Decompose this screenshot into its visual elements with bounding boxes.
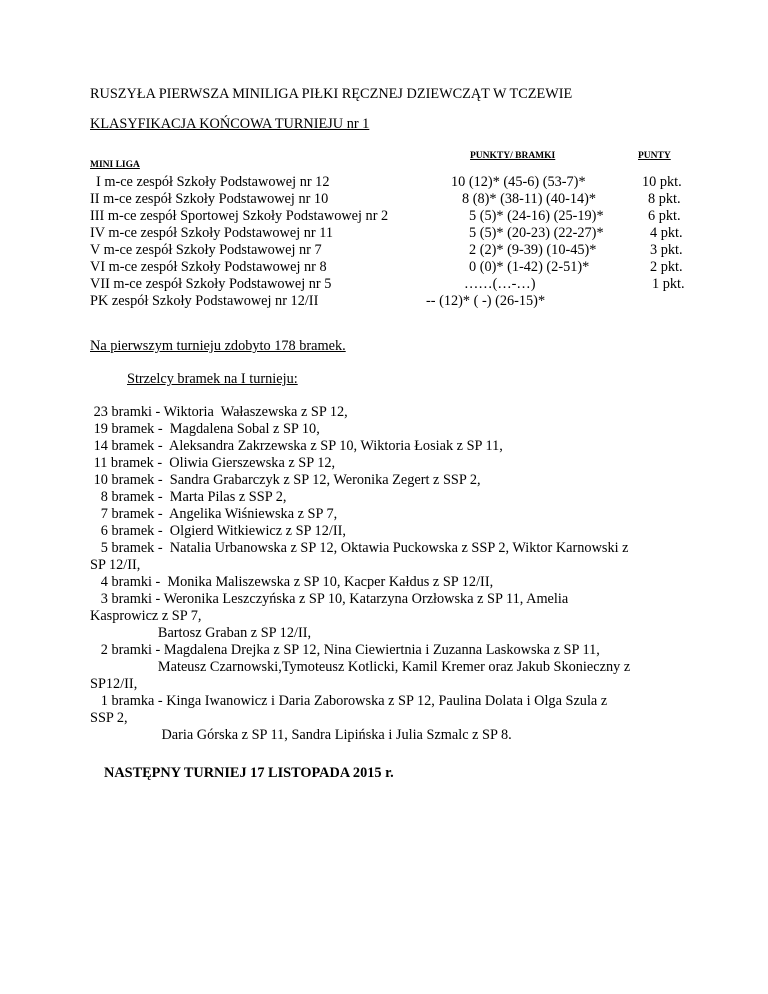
scorer-line: 5 bramek - Natalia Urbanowska z SP 12, Oktawia Puckowska z SSP 2, Wiktor Karnowski z <box>90 540 629 556</box>
row-place: III m-ce zespół Sportowej Szkoły Podstawowej nr 2 <box>90 208 389 224</box>
row-points: 3 pkt. <box>650 242 683 258</box>
row-result: 10 (12)* (45-6) (53-7)* <box>451 174 586 190</box>
row-result: 5 (5)* (20-23) (22-27)* <box>469 225 604 241</box>
scorer-line: 2 bramki - Magdalena Drejka z SP 12, Nina Ciewiertnia i Zuzanna Laskowska z SP 11, <box>90 642 600 658</box>
scorer-line: Mateusz Czarnowski,Tymoteusz Kotlicki, Kamil Kremer oraz Jakub Skonieczny z <box>90 659 631 675</box>
row-place: VI m-ce zespół Szkoły Podstawowej nr 8 <box>90 259 327 275</box>
scorer-line: 4 bramki - Monika Maliszewska z SP 10, Kacper Kałdus z SP 12/II, <box>90 574 494 590</box>
row-result: ……(…-…) <box>464 276 536 292</box>
scorer-line: Kasprowicz z SP 7, <box>90 608 202 624</box>
row-result: -- (12)* ( -) (26-15)* <box>426 293 546 309</box>
scorer-line: SP12/II, <box>90 676 138 692</box>
row-place: II m-ce zespół Szkoły Podstawowej nr 10 <box>90 191 329 207</box>
header-points: PUNTY <box>638 151 671 161</box>
scorer-line: 6 bramek - Olgierd Witkiewicz z SP 12/II, <box>90 523 346 539</box>
row-points: 1 pkt. <box>652 276 685 292</box>
classification-heading: KLASYFIKACJA KOŃCOWA TURNIEJU nr 1 <box>90 116 370 132</box>
scorer-line: 3 bramki - Weronika Leszczyńska z SP 10, Katarzyna Orzłowska z SP 11, Amelia <box>90 591 569 607</box>
section-label-mini-liga: MINI LIGA <box>90 160 140 170</box>
scorer-line: 11 bramek - Oliwia Gierszewska z SP 12, <box>90 455 336 471</box>
scorer-line: 23 bramki - Wiktoria Wałaszewska z SP 12, <box>90 404 348 420</box>
row-result: 5 (5)* (24-16) (25-19)* <box>469 208 604 224</box>
header-points-goals: PUNKTY/ BRAMKI <box>470 151 556 161</box>
scorer-line: 1 bramka - Kinga Iwanowicz i Daria Zaborowska z SP 12, Paulina Dolata i Olga Szula z <box>90 693 608 709</box>
row-result: 2 (2)* (9-39) (10-45)* <box>469 242 597 258</box>
row-place: IV m-ce zespół Szkoły Podstawowej nr 11 <box>90 225 334 241</box>
row-points: 2 pkt. <box>650 259 683 275</box>
total-goals-note: Na pierwszym turnieju zdobyto 178 bramek. <box>90 338 346 354</box>
row-place: V m-ce zespół Szkoły Podstawowej nr 7 <box>90 242 322 258</box>
scorer-line: 7 bramek - Angelika Wiśniewska z SP 7, <box>90 506 338 522</box>
next-tournament-announcement: NASTĘPNY TURNIEJ 17 LISTOPADA 2015 r. <box>104 765 394 781</box>
row-points: 4 pkt. <box>650 225 683 241</box>
row-place: VII m-ce zespół Szkoły Podstawowej nr 5 <box>90 276 332 292</box>
scorer-line: 19 bramek - Magdalena Sobal z SP 10, <box>90 421 320 437</box>
row-result: 8 (8)* (38-11) (40-14)* <box>462 191 597 207</box>
scorer-line: SP 12/II, <box>90 557 141 573</box>
scorer-line: 10 bramek - Sandra Grabarczyk z SP 12, Weronika Zegert z SSP 2, <box>90 472 481 488</box>
scorers-heading: Strzelcy bramek na I turnieju: <box>127 371 298 387</box>
document-title: RUSZYŁA PIERWSZA MINILIGA PIŁKI RĘCZNEJ DZIEWCZĄT W TCZEWIE <box>90 86 573 102</box>
scorer-line: 14 bramek - Aleksandra Zakrzewska z SP 10, Wiktoria Łosiak z SP 11, <box>90 438 503 454</box>
row-place: PK zespół Szkoły Podstawowej nr 12/II <box>90 293 319 309</box>
scorer-line: Bartosz Graban z SP 12/II, <box>90 625 312 641</box>
row-place: I m-ce zespół Szkoły Podstawowej nr 12 <box>96 174 330 190</box>
row-points: 8 pkt. <box>648 191 681 207</box>
row-points: 10 pkt. <box>642 174 682 190</box>
row-result: 0 (0)* (1-42) (2-51)* <box>469 259 590 275</box>
scorer-line: 8 bramek - Marta Pilas z SSP 2, <box>90 489 287 505</box>
row-points: 6 pkt. <box>648 208 681 224</box>
scorer-line: Daria Górska z SP 11, Sandra Lipińska i Julia Szmalc z SP 8. <box>90 727 512 743</box>
scorer-line: SSP 2, <box>90 710 128 726</box>
